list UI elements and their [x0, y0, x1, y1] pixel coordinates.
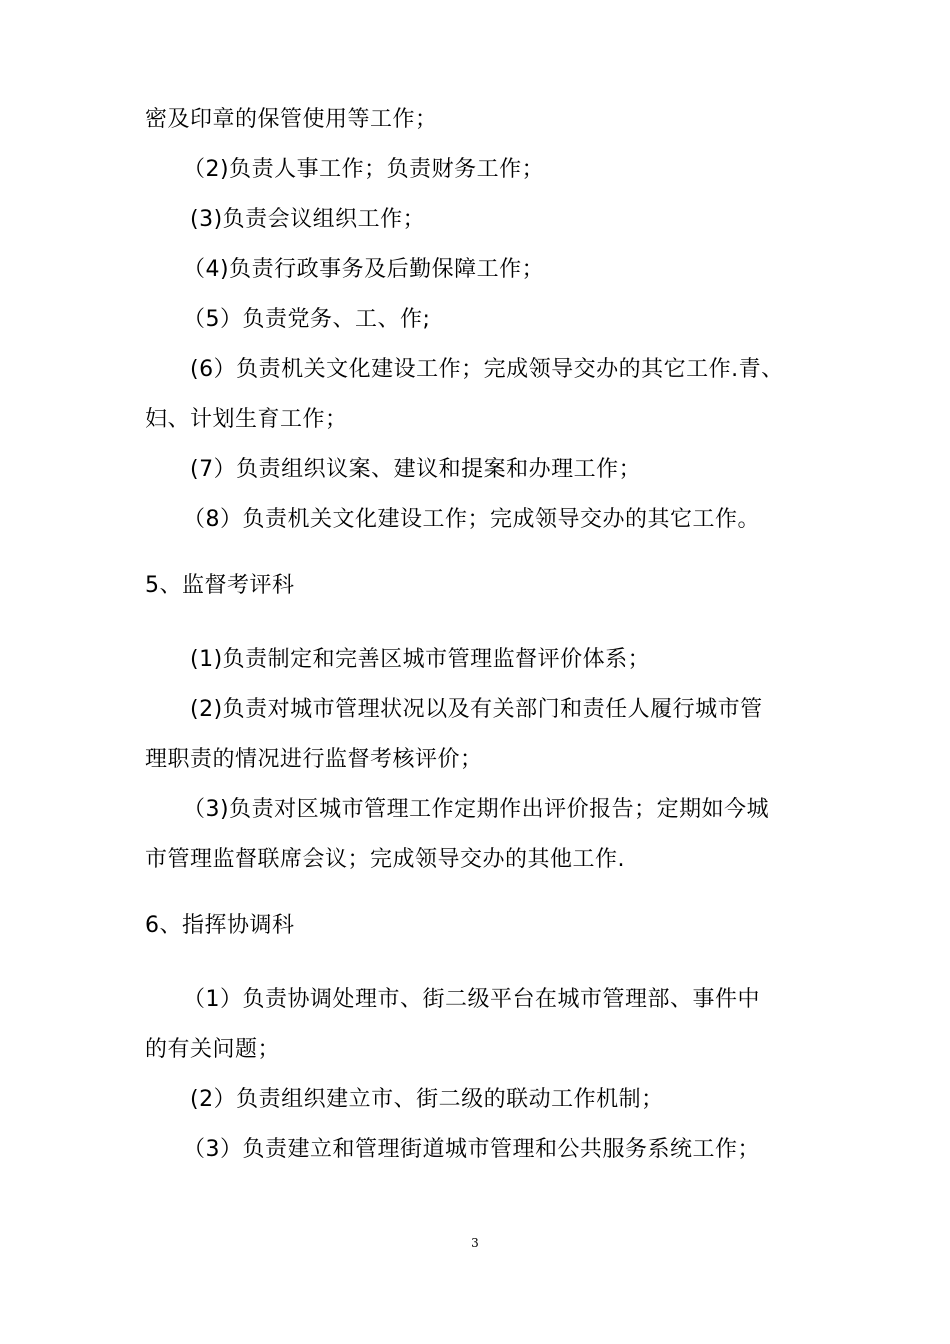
- text-line-17: （1）负责协调处理市、街二级平台在城市管理部、事件中: [183, 987, 760, 1012]
- section-heading-5: 5、监督考评科: [145, 573, 295, 598]
- text-line-18: 的有关问题；: [145, 1037, 281, 1062]
- text-line-6: (6）负责机关文化建设工作；完成领导交办的其它工作.青、: [190, 357, 784, 382]
- text-line-7: 妇、计划生育工作；: [145, 407, 348, 432]
- text-line-8: (7）负责组织议案、建议和提案和办理工作；: [190, 457, 642, 482]
- text-line-3: (3)负责会议组织工作；: [190, 207, 426, 232]
- text-line-14: （3)负责对区城市管理工作定期作出评价报告；定期如今城: [183, 797, 770, 822]
- text-line-13: 理职责的情况进行监督考核评价；: [145, 747, 483, 772]
- text-line-15: 市管理监督联席会议；完成领导交办的其他工作.: [145, 847, 625, 872]
- text-line-2: （2)负责人事工作；负责财务工作；: [183, 157, 545, 182]
- page-number: 3: [471, 1236, 479, 1250]
- section-heading-6: 6、指挥协调科: [145, 913, 295, 938]
- text-line-12: (2)负责对城市管理状况以及有关部门和责任人履行城市管: [190, 697, 763, 722]
- text-line-5: （5）负责党务、工、作;: [183, 307, 431, 332]
- text-line-9: （8）负责机关文化建设工作；完成领导交办的其它工作。: [183, 507, 760, 532]
- text-line-1: 密及印章的保管使用等工作；: [145, 107, 438, 132]
- text-line-19: (2）负责组织建立市、街二级的联动工作机制；: [190, 1087, 664, 1112]
- text-line-4: （4)负责行政事务及后勤保障工作；: [183, 257, 545, 282]
- text-line-11: (1)负责制定和完善区城市管理监督评价体系；: [190, 647, 651, 672]
- text-line-20: （3）负责建立和管理街道城市管理和公共服务系统工作；: [183, 1137, 760, 1162]
